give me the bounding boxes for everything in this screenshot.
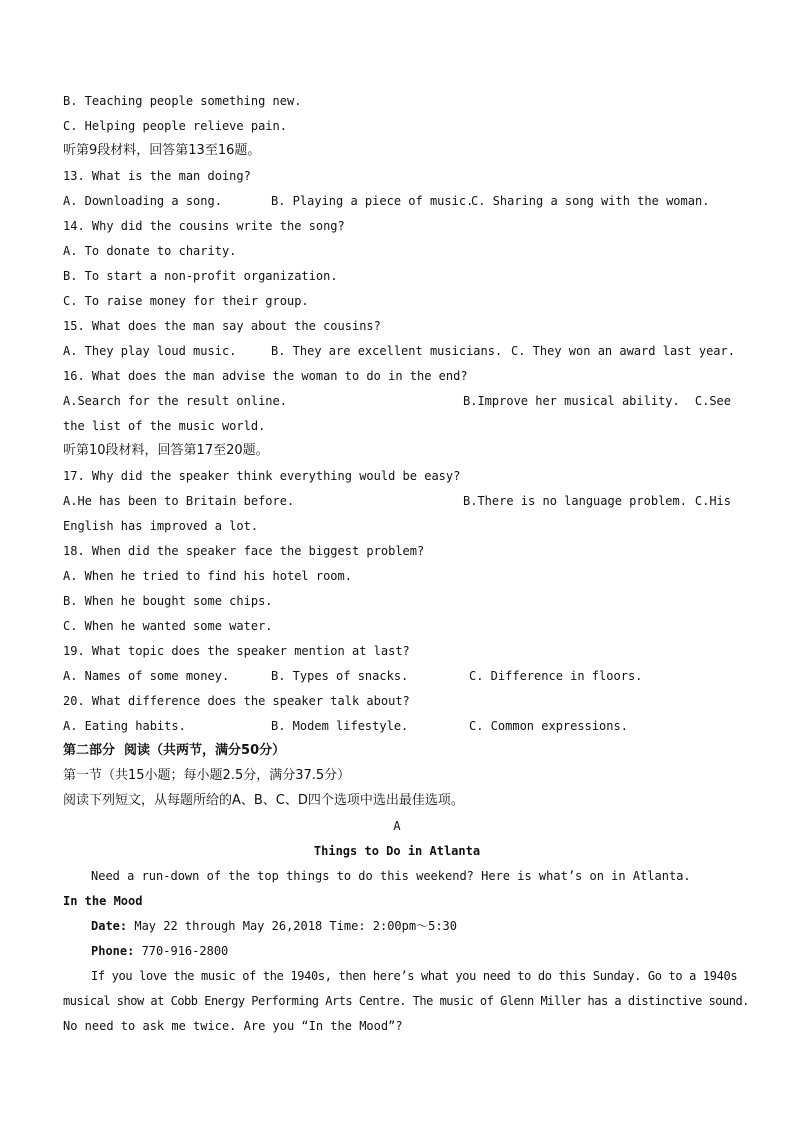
event-date [63, 916, 731, 941]
date-label: Date: [91, 919, 128, 933]
passage-letter: A [393, 819, 401, 833]
option-13c: C. Sharing a song with the woman. [471, 194, 710, 208]
question-13: 13. What is the man doing? [63, 169, 251, 183]
reading-instruction: 阅读下列短文，从每题所给的A、B、C、D四个选项中选出最佳选项。 [63, 793, 464, 808]
event-title: In the Mood [63, 894, 143, 908]
options-15 [63, 341, 735, 366]
option-20a: A. Eating habits. [63, 719, 186, 733]
options-13 [63, 191, 731, 216]
option-17c-continued: English has improved a lot. [63, 519, 259, 533]
document-page [63, 91, 749, 1041]
question-14: 14. Why did the cousins write the song? [63, 219, 345, 233]
option-19c: C. Difference in floors. [469, 669, 643, 683]
options-17 [63, 491, 731, 516]
option-18a: A. When he tried to find his hotel room. [63, 569, 352, 583]
question-18: 18. When did the speaker face the biggest problem? [63, 544, 425, 558]
option-12c: C. Helping people relieve pain. [63, 119, 287, 133]
option-17a: A.He has been to Britain before. [63, 494, 295, 508]
passage-intro: Need a run-down of the top things to do this weekend? Here is what’s on in Atlanta. [91, 869, 691, 883]
option-16c: C.See [694, 394, 731, 408]
question-16: 16. What does the man advise the woman to do in the end? [63, 369, 468, 383]
option-13b: B. Playing a piece of music. [271, 194, 474, 208]
options-20 [63, 716, 731, 741]
option-14c: C. To raise money for their group. [63, 294, 309, 308]
event-paragraph-line-1: If you love the music of the 1940s, then here’s what you need to do this Sunday. Go to a 1940s [91, 969, 738, 983]
passage-title: Things to Do in Atlanta [313, 844, 481, 858]
option-16a: A.Search for the result online. [63, 394, 287, 408]
question-17: 17. Why did the speaker think everything would be easy? [63, 469, 461, 483]
section-instruction-9: 听第9段材料，回答第13至16题。 [63, 143, 261, 158]
event-paragraph-line-3: No need to ask me twice. Are you “In the Mood”? [63, 1019, 403, 1033]
phone-label: Phone: [91, 944, 135, 958]
option-19a: A. Names of some money. [63, 669, 230, 683]
options-16 [63, 391, 731, 416]
option-16b: B.Improve her musical ability. [463, 394, 680, 408]
phone-value: 770-916-2800 [134, 944, 229, 958]
options-19 [63, 666, 731, 691]
option-14b: B. To start a non-profit organization. [63, 269, 338, 283]
option-14a: A. To donate to charity. [63, 244, 237, 258]
option-17c: C.His [694, 494, 731, 508]
section-one-heading: 第一节（共15小题；每小题2.5分，满分37.5分） [63, 768, 351, 783]
option-18c: C. When he wanted some water. [63, 619, 273, 633]
event-phone [63, 941, 731, 966]
option-16c-continued: the list of the music world. [63, 419, 266, 433]
section-instruction-10: 听第10段材料，回答第17至20题。 [63, 443, 269, 458]
option-15b: B. They are excellent musicians. [271, 344, 503, 358]
option-20c: C. Common expressions. [469, 719, 628, 733]
event-paragraph-line-2: musical show at Cobb Energy Performing Arts Centre. The music of Glenn Miller has a distinctive sound. [63, 994, 749, 1008]
question-19: 19. What topic does the speaker mention at last? [63, 644, 410, 658]
option-19b: B. Types of snacks. [271, 669, 409, 683]
option-17b: B.There is no language problem. [463, 494, 687, 508]
question-20: 20. What difference does the speaker talk about? [63, 694, 410, 708]
option-20b: B. Modem lifestyle. [271, 719, 409, 733]
date-value: May 22 through May 26,2018 Time: 2:00pm～5:30 [127, 919, 458, 933]
part-two-heading: 第二部分 阅读（共两节，满分50分） [63, 743, 286, 758]
option-15c: C. They won an award last year. [511, 344, 735, 358]
option-13a: A. Downloading a song. [63, 194, 222, 208]
option-18b: B. When he bought some chips. [63, 594, 273, 608]
option-12b: B. Teaching people something new. [63, 94, 302, 108]
question-15: 15. What does the man say about the cousins? [63, 319, 381, 333]
option-15a: A. They play loud music. [63, 344, 237, 358]
